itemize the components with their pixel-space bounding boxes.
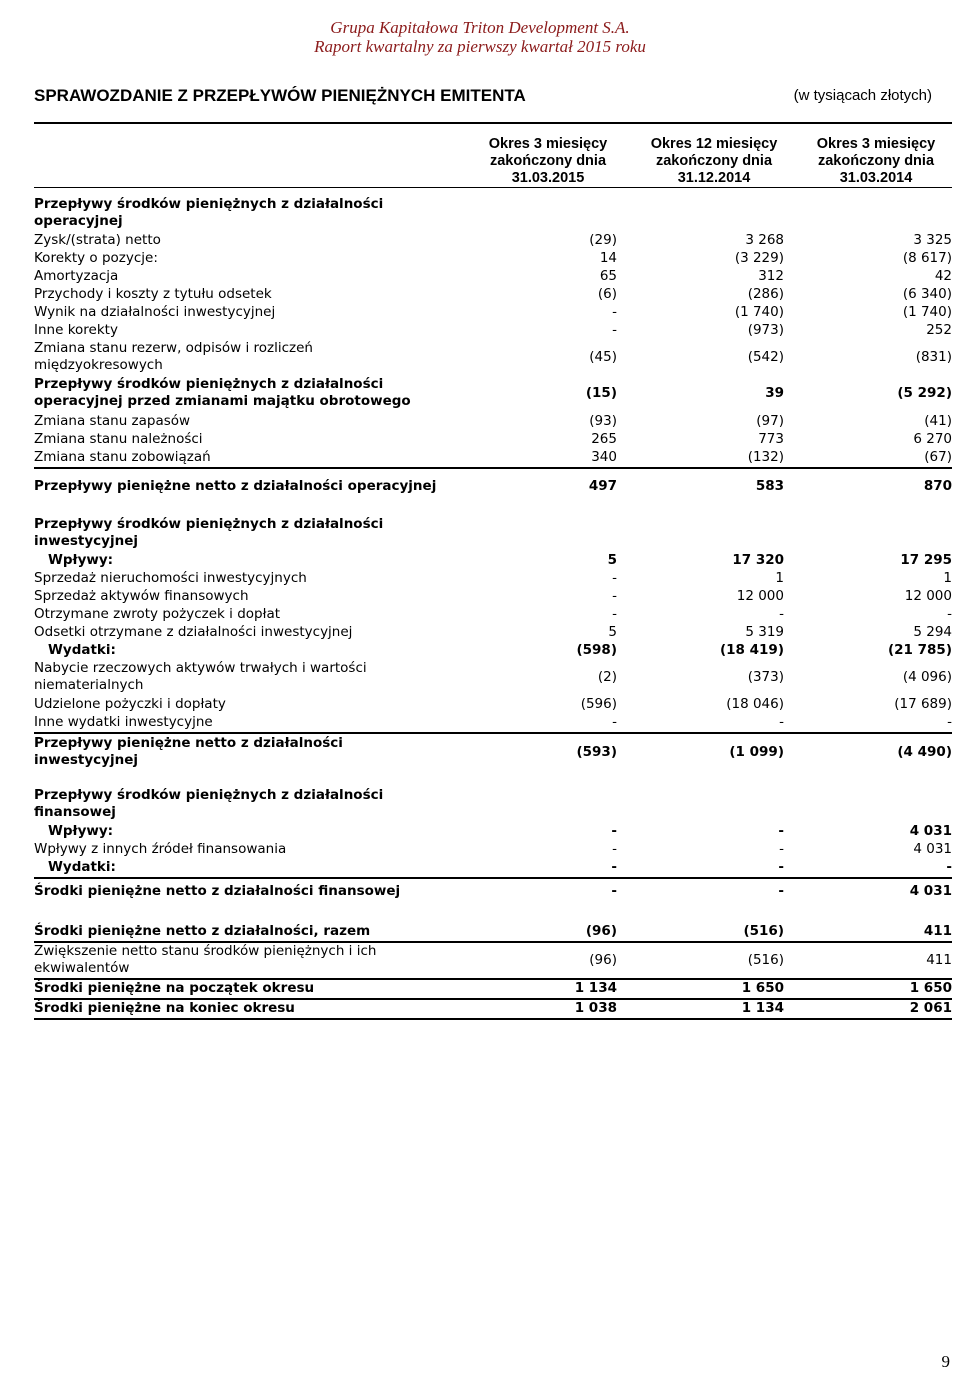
title-row [34,86,932,108]
table-row: Zmiana stanu rezerw, odpisów i rozliczeń międzyokresowych (45) (542) (831) [34,340,952,373]
table-row: Wpływy: - - 4 031 [48,823,952,839]
table-row: Środki pieniężne na koniec okresu 1 038 1 134 2 061 [34,1000,952,1020]
table-row: Nabycie rzeczowych aktywów trwałych i wartości niematerialnych (2) (373) (4 096) [34,660,952,693]
column-header-1: Okres 3 miesięcy zakończony dnia 31.03.2015 [488,136,608,186]
table-row: Przepływy środków pieniężnych z działalności inwestycyjnej [34,516,384,549]
table-row: Zwiększenie netto stanu środków pieniężnych i ich ekwiwalentów (96) (516) 411 [34,943,952,980]
table-row: Wynik na działalności inwestycyjnej - (1 740) (1 740) [34,304,952,320]
table-row: Inne wydatki inwestycyjne - - - [34,714,952,734]
table-row: Korekty o pozycje: 14 (3 229) (8 617) [34,250,952,266]
table-row: Środki pieniężne na początek okresu 1 134 1 650 1 650 [34,980,952,1000]
table-row: Przepływy pieniężne netto z działalności operacyjnej 497 583 870 [34,478,952,494]
table-row: Amortyzacja 65 312 42 [34,268,952,284]
table-row: Sprzedaż aktywów finansowych - 12 000 12 000 [34,588,952,604]
table-row: Inne korekty - (973) 252 [34,322,952,338]
header-divider [34,187,952,188]
title-divider [34,122,952,124]
table-row: Zysk/(strata) netto (29) 3 268 3 325 [34,232,952,248]
table-row: Przepływy pieniężne netto z działalności inwestycyjnej (593) (1 099) (4 490) [34,735,952,768]
table-row: Udzielone pożyczki i dopłaty (596) (18 046) (17 689) [34,696,952,712]
table-row: Odsetki otrzymane z działalności inwestycyjnej 5 5 319 5 294 [34,624,952,640]
table-row: Środki pieniężne netto z działalności, razem (96) (516) 411 [34,923,952,943]
table-row: Wydatki: - - - [34,859,952,879]
table-row: Wpływy z innych źródeł finansowania - - 4 031 [34,841,952,857]
table-row: Zmiana stanu zobowiązań 340 (132) (67) [34,449,952,469]
report-name: Raport kwartalny za pierwszy kwartał 2015 roku [314,37,646,56]
column-header-3: Okres 3 miesięcy zakończony dnia 31.03.2014 [816,136,936,186]
column-header-2: Okres 12 miesięcy zakończony dnia 31.12.2014 [650,136,778,186]
table-row: Zmiana stanu zapasów (93) (97) (41) [34,413,952,429]
table-row: Wpływy: 5 17 320 17 295 [48,552,952,568]
table-row: Sprzedaż nieruchomości inwestycyjnych - 1 1 [34,570,952,586]
table-row: Zmiana stanu należności 265 773 6 270 [34,431,952,447]
table-row: Przepływy środków pieniężnych z działalności finansowej [34,787,384,820]
company-name: Grupa Kapitałowa Triton Development S.A. [330,18,630,37]
table-row: Wydatki: (598) (18 419) (21 785) [48,642,952,658]
table-row: Środki pieniężne netto z działalności finansowej - - 4 031 [34,883,952,899]
unit-note: (w tysiącach złotych) [793,87,932,104]
table-row: Przychody i koszty z tytułu odsetek (6) (286) (6 340) [34,286,952,302]
table-row: Przepływy środków pieniężnych z działalności operacyjnej przed zmianami majątku obrotowego (15) 39 (5 292) [34,376,952,409]
cashflow-table [34,196,952,1020]
page-number: 9 [941,1352,950,1371]
report-header [0,18,960,56]
table-row: Otrzymane zwroty pożyczek i dopłat - - - [34,606,952,622]
table-row: Przepływy środków pieniężnych z działalności operacyjnej [34,196,384,229]
page-title: SPRAWOZDANIE Z PRZEPŁYWÓW PIENIĘŻNYCH EMITENTA [34,86,526,105]
